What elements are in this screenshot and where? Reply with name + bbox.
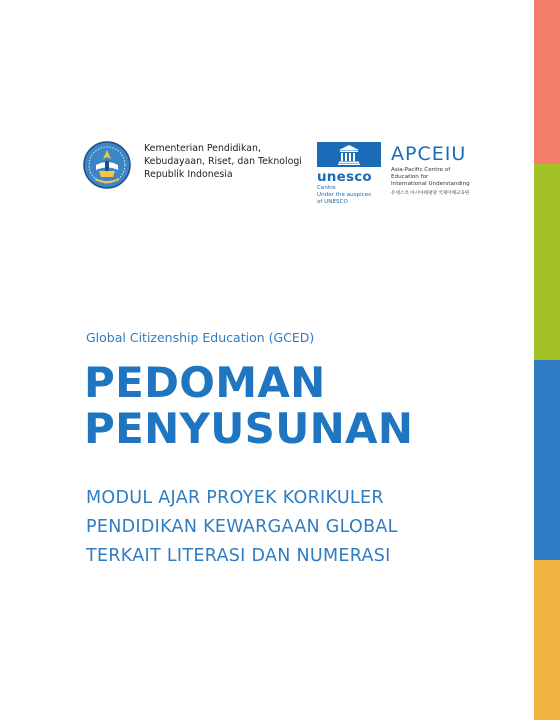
apceiu-wordmark: APCEIU	[391, 143, 467, 165]
unesco-sub-line-2: Under the auspices	[317, 192, 372, 198]
module-subtitle	[86, 484, 398, 571]
ministry-line-1: Kementerian Pendidikan,	[144, 143, 261, 154]
unesco-temple-emblem-icon	[317, 142, 381, 167]
tut-wuri-handayani-emblem-icon	[83, 141, 131, 189]
title-line-2: PENYUSUNAN	[84, 404, 414, 453]
stripe-segment-green	[534, 164, 560, 360]
ministry-name	[144, 142, 304, 181]
subtitle-line-2: PENDIDIKAN KEWARGAAN GLOBAL	[86, 517, 398, 537]
page-title	[84, 360, 413, 452]
apceiu-sub-line-3: International Understanding	[391, 181, 470, 187]
title-line-1: PEDOMAN	[84, 358, 326, 407]
ministry-line-2: Kebudayaan, Riset, dan Teknologi	[144, 156, 302, 167]
apceiu-sub-line-1: Asia-Pacific Centre of	[391, 167, 451, 173]
unesco-subtext	[317, 185, 383, 206]
subtitle-line-1: MODUL AJAR PROYEK KORIKULER	[86, 488, 384, 508]
unesco-wordmark: unesco	[317, 169, 372, 185]
series-label: Global Citizenship Education (GCED)	[86, 330, 315, 345]
stripe-segment-coral	[534, 0, 560, 164]
apceiu-korean-name: 유네스코 아시아태평양 국제이해교육원	[391, 191, 470, 196]
unesco-sub-line-1: Centre	[317, 185, 336, 191]
stripe-segment-blue	[534, 360, 560, 560]
unesco-sub-line-3: of UNESCO	[317, 199, 348, 205]
apceiu-logo	[391, 143, 511, 196]
unesco-logo	[317, 142, 383, 206]
apceiu-subtext	[391, 167, 511, 188]
stripe-segment-yellow	[534, 560, 560, 720]
apceiu-sub-line-2: Education for	[391, 174, 429, 180]
subtitle-line-3: TERKAIT LITERASI DAN NUMERASI	[86, 546, 391, 566]
ministry-line-3: Republik Indonesia	[144, 169, 233, 180]
